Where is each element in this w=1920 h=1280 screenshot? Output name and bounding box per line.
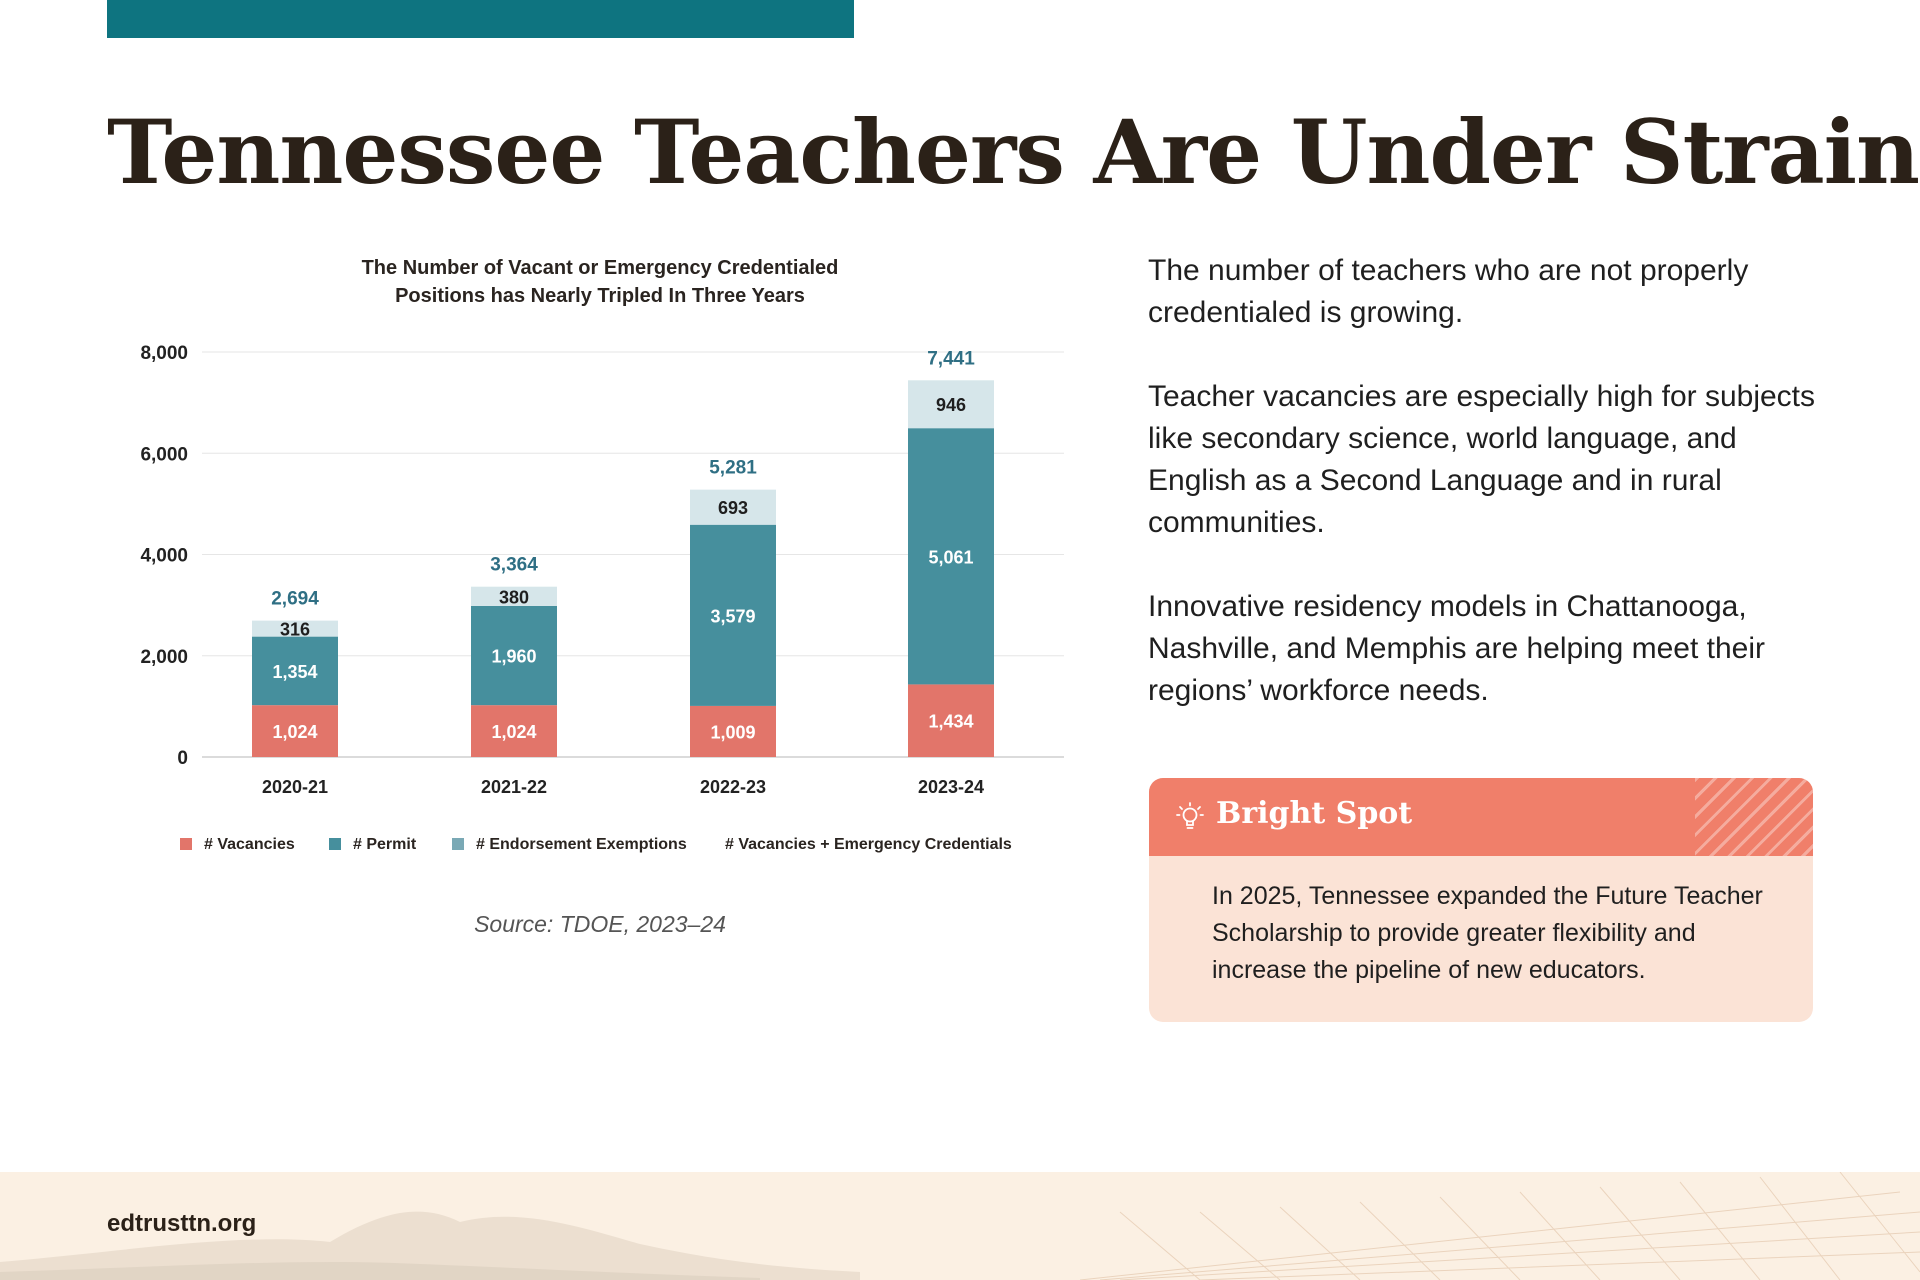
side-text [1148, 250, 1828, 754]
bright-spot-header [1149, 778, 1813, 856]
top-accent-bar [107, 0, 854, 38]
data-label: 946 [935, 395, 967, 416]
total-label: 3,364 [490, 554, 538, 576]
side-paragraph-1: The number of teachers who are not properly credentialed is growing. [1148, 254, 1749, 329]
data-label: 380 [498, 587, 530, 608]
side-paragraph-3: Innovative residency models in Chattanooga, Nashville, and Memphis are helping meet their regions’ workforce needs. [1148, 590, 1765, 707]
data-label: 1,354 [272, 661, 318, 682]
data-label: 3,579 [710, 606, 756, 627]
chart-title-line: The Number of Vacant or Emergency Credentialed [361, 257, 839, 279]
data-label: 1,434 [928, 711, 974, 732]
total-label: 2,694 [271, 588, 319, 610]
x-tick-label: 2023-24 [917, 777, 985, 797]
footer [0, 1172, 1920, 1280]
legend-label: # Permit [353, 836, 417, 853]
x-tick-label: 2021-22 [480, 777, 548, 797]
data-label: 693 [717, 498, 749, 519]
y-tick-label: 0 [177, 748, 188, 769]
bright-spot-pattern [1695, 778, 1813, 856]
y-tick-label: 6,000 [140, 444, 188, 466]
total-label: 7,441 [927, 348, 975, 370]
legend-swatch [452, 838, 464, 850]
footer-mountain-graphic [0, 1172, 1920, 1280]
chart-title-line: Positions has Nearly Tripled In Three Years [395, 285, 805, 307]
data-label: 1,024 [491, 722, 537, 743]
page-title: Tennessee Teachers Are Under Strain [107, 100, 1920, 204]
bright-spot-card [1149, 778, 1813, 1022]
data-label: 1,009 [710, 722, 756, 743]
total-label: 5,281 [709, 457, 757, 479]
x-tick-label: 2020-21 [261, 777, 329, 797]
stacked-bar-chart [100, 240, 1100, 960]
bright-spot-title: Bright Spot [1216, 796, 1413, 831]
y-tick-label: 4,000 [140, 545, 188, 567]
data-label: 1,024 [272, 722, 318, 743]
x-tick-label: 2022-23 [699, 777, 767, 797]
data-label: 1,960 [491, 646, 537, 667]
y-tick-label: 2,000 [140, 646, 188, 668]
legend-label: # Endorsement Exemptions [476, 836, 687, 853]
legend-swatch [180, 838, 192, 850]
footer-url: edtrusttn.org [107, 1210, 257, 1237]
lightbulb-icon [1175, 800, 1205, 834]
chart-source: Source: TDOE, 2023–24 [474, 911, 726, 937]
bright-spot-body: In 2025, Tennessee expanded the Future Teacher Scholarship to provide greater flexibility and increase the pipeline of new educators. [1212, 882, 1763, 984]
data-label: 5,061 [928, 547, 974, 568]
data-label: 316 [279, 619, 311, 640]
legend-swatch [329, 838, 341, 850]
legend-label: # Vacancies [204, 836, 295, 853]
side-paragraph-2: Teacher vacancies are especially high for subjects like secondary science, world language, and English as a Second Language and in rural communities. [1148, 380, 1816, 539]
y-tick-label: 8,000 [140, 343, 188, 364]
legend-label: # Vacancies + Emergency Credentials [725, 836, 1012, 853]
